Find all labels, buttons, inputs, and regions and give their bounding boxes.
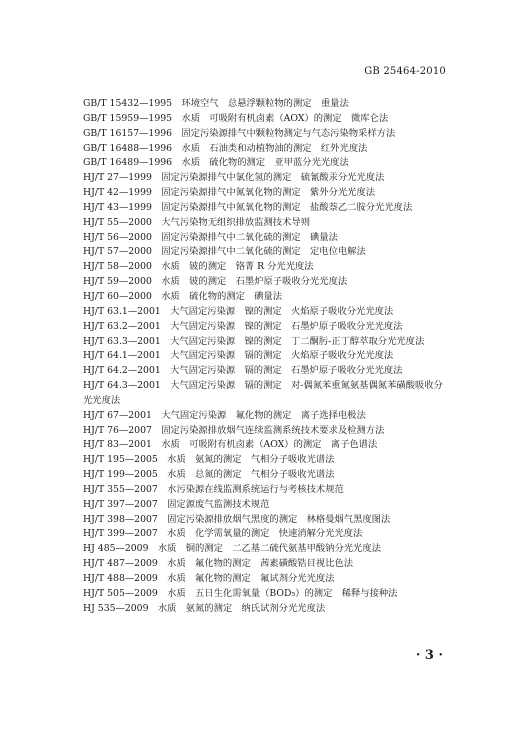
reference-title: 大气固定污染源 镉的测定 对-偶氮苯重氮氨基偶氮苯磺酸吸收分光光度法	[83, 380, 443, 406]
reference-item	[83, 602, 445, 617]
reference-title: 大气固定污染源 氟化物的测定 离子选择电极法	[161, 409, 366, 421]
reference-code: HJ/T 83—2001	[83, 439, 152, 451]
reference-item	[63, 335, 445, 350]
reference-title: 水质 氨氮的测定 气相分子吸收光谱法	[167, 454, 335, 466]
reference-code: GB/T 15959—1995	[83, 112, 173, 124]
reference-code: HJ/T 43—1999	[83, 201, 152, 213]
reference-item	[83, 186, 445, 201]
reference-title: 固定污染源排气中氮氧化物的测定 紫外分光光度法	[161, 187, 376, 199]
reference-code: HJ/T 64.3—2001	[83, 380, 161, 392]
reference-title: 固定污染源排放烟气黑度的测定 林格曼烟气黑度图法	[167, 513, 391, 525]
reference-code: HJ/T 505—2009	[83, 587, 158, 599]
reference-title: 水质 氟化物的测定 氟试剂分光光度法	[167, 573, 335, 584]
standard-number: GB 25464-2010	[364, 66, 446, 77]
reference-item	[83, 542, 445, 557]
reference-code: HJ/T 63.1—2001	[83, 305, 161, 317]
reference-list	[83, 97, 445, 617]
reference-item	[83, 290, 445, 305]
reference-code: HJ/T 55—2000	[83, 216, 152, 228]
reference-item	[83, 498, 445, 513]
reference-title: 水质 石油类和动植物油的测定 红外光度法	[181, 142, 368, 154]
reference-code: HJ 535—2009	[83, 602, 149, 614]
reference-title: 环境空气 总悬浮颗粒物的测定 重量法	[181, 98, 349, 109]
reference-code: HJ/T 67—2001	[83, 409, 152, 421]
reference-title: 固定污染源排放烟气连续监测系统技术要求及检测方法	[161, 424, 385, 436]
reference-title: 固定污染源排气中氮氧化物的测定 盐酸萘乙二胺分光光度法	[161, 201, 413, 213]
reference-title: 固定污染源排气中二氧化硫的测定 碘量法	[161, 231, 338, 243]
reference-title: 固定污染源排气中颗粒物测定与气态污染物采样方法	[181, 127, 396, 139]
reference-code: HJ 485—2009	[83, 543, 149, 555]
reference-code: HJ/T 60—2000	[83, 290, 152, 302]
reference-code: HJ/T 64.1—2001	[83, 350, 161, 362]
reference-title: 水污染源在线监测系统运行与考核技术规范	[167, 483, 344, 495]
reference-item	[83, 572, 445, 587]
reference-item	[83, 513, 445, 528]
reference-title: 大气固定污染源 镍的测定 火焰原子吸收分光光度法	[170, 305, 394, 317]
reference-title: 水质 硫化物的测定 亚甲蓝分光光度法	[181, 157, 349, 169]
reference-item	[83, 438, 445, 453]
reference-title: 水质 氨氮的测定 纳氏试剂分光光度法	[157, 602, 326, 614]
reference-title: 水质 五日生化需氧量（BOD₅）的测定 稀释与接种法	[167, 587, 398, 599]
reference-item	[83, 97, 445, 112]
reference-item	[83, 424, 445, 439]
reference-code: HJ/T 58—2000	[83, 261, 152, 273]
reference-title: 水质 氟化物的测定 茜素磺酸锆目视比色法	[167, 558, 354, 570]
reference-title: 水质 化学需氧量的测定 快速消解分光光度法	[167, 528, 363, 540]
reference-title: 固定源废气监测技术规范	[167, 498, 270, 510]
reference-code: GB/T 15432—1995	[83, 98, 173, 109]
reference-code: HJ/T 488—2009	[83, 573, 158, 584]
reference-title: 水质 铜的测定 二乙基二硫代氨基甲酸钠分光光度法	[157, 543, 381, 555]
reference-item	[83, 216, 445, 231]
reference-code: HJ/T 59—2000	[83, 276, 152, 288]
reference-title: 水质 总氮的测定 气相分子吸收光谱法	[167, 469, 335, 481]
reference-item	[83, 483, 445, 498]
reference-code: HJ/T 355—2007	[83, 483, 158, 495]
reference-code: HJ/T 57—2000	[83, 246, 152, 258]
reference-title: 水质 铍的测定 铬菁 R 分光光度法	[161, 261, 314, 273]
reference-item	[83, 231, 445, 246]
reference-item	[83, 275, 445, 290]
reference-item	[83, 557, 445, 572]
reference-item	[63, 201, 445, 216]
reference-title: 水质 可吸附有机卤素（AOX）的测定 离子色谱法	[161, 439, 378, 451]
reference-code: HJ/T 42—1999	[83, 187, 152, 199]
page-number: · 3 ·	[415, 648, 443, 663]
reference-code: HJ/T 63.2—2001	[83, 320, 161, 332]
reference-item	[83, 260, 445, 275]
reference-item	[83, 112, 445, 127]
reference-code: GB/T 16489—1996	[83, 157, 173, 169]
reference-title: 大气固定污染源 镉的测定 石墨炉原子吸收分光光度法	[170, 365, 403, 377]
reference-title: 固定污染源排气中二氧化硫的测定 定电位电解法	[161, 246, 366, 258]
reference-item	[83, 156, 445, 171]
reference-code: GB/T 16488—1996	[83, 142, 173, 154]
reference-code: HJ/T 398—2007	[83, 513, 158, 525]
reference-title: 大气固定污染源 镍的测定 石墨炉原子吸收分光光度法	[170, 320, 403, 332]
reference-title: 水质 可吸附有机卤素（AOX）的测定 微库仑法	[181, 112, 389, 124]
reference-item	[83, 409, 445, 424]
reference-title: 固定污染源排气中氯化氢的测定 硫氰酸汞分光光度法	[161, 172, 385, 184]
reference-item	[83, 245, 445, 260]
reference-title: 水质 铍的测定 石墨炉原子吸收分光光度法	[161, 276, 348, 288]
reference-code: HJ/T 27—1999	[83, 172, 152, 184]
reference-item	[83, 587, 445, 602]
reference-code: HJ/T 487—2009	[83, 558, 158, 570]
reference-code: HJ/T 76—2007	[83, 424, 152, 436]
reference-code: HJ/T 63.3—2001	[83, 335, 161, 347]
reference-title: 大气固定污染源 镍的测定 丁二酮肟-正丁醇萃取分光光度法	[170, 335, 425, 347]
reference-title: 大气固定污染源 镉的测定 火焰原子吸收分光光度法	[170, 350, 394, 362]
reference-title: 水质 硫化物的测定 碘量法	[161, 290, 283, 302]
reference-code: HJ/T 199—2005	[83, 469, 158, 481]
reference-title: 大气污染物无组织排放监测技术导则	[161, 216, 310, 228]
reference-item	[83, 142, 445, 157]
reference-item	[83, 171, 445, 186]
reference-code: HJ/T 397—2007	[83, 498, 158, 510]
reference-item	[63, 379, 445, 409]
reference-code: HJ/T 64.2—2001	[83, 365, 161, 377]
reference-code: HJ/T 399—2007	[83, 528, 158, 540]
reference-item	[83, 127, 445, 142]
reference-item	[83, 320, 445, 335]
reference-item	[83, 468, 445, 483]
reference-item	[83, 305, 445, 320]
reference-item	[83, 527, 445, 542]
reference-item	[83, 364, 445, 379]
reference-code: HJ/T 56—2000	[83, 231, 152, 243]
reference-code: GB/T 16157—1996	[83, 127, 173, 139]
reference-item	[83, 349, 445, 364]
reference-item	[83, 453, 445, 468]
reference-code: HJ/T 195—2005	[83, 454, 158, 466]
